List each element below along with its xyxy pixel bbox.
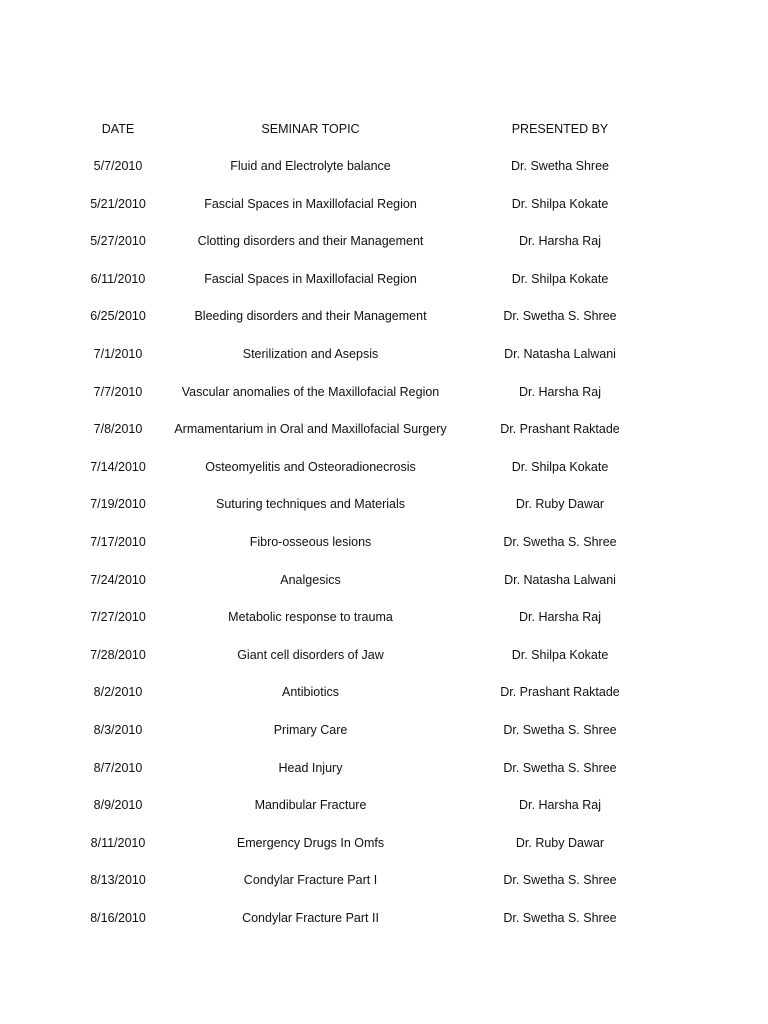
date-cell: 7/27/2010: [90, 610, 146, 625]
date-cell: 7/1/2010: [93, 347, 143, 361]
table-row: [0, 720, 768, 740]
table-row: [0, 382, 768, 402]
table-row: [0, 645, 768, 665]
presenter-cell: Dr. Prashant Raktade: [500, 422, 620, 437]
presenter-cell: Dr. Harsha Raj: [519, 234, 601, 249]
table-row: [0, 795, 768, 815]
date-cell: 8/3/2010: [93, 723, 143, 737]
table-row: [0, 494, 768, 514]
presenter-cell: Dr. Ruby Dawar: [515, 835, 605, 850]
presenter-cell: Dr. Swetha S. Shree: [503, 873, 617, 888]
seminar-topic-cell: Condylar Fracture Part II: [242, 911, 379, 925]
seminar-topic-cell: Primary Care: [273, 723, 348, 737]
seminar-topic-cell: Antibiotics: [282, 685, 339, 700]
table-row: [0, 833, 768, 853]
presenter-cell: Dr. Shilpa Kokate: [511, 196, 609, 211]
seminar-topic-cell: Bleeding disorders and their Management: [194, 309, 427, 324]
seminar-topic-cell: Suturing techniques and Materials: [215, 497, 405, 512]
seminar-topic-cell: Fibro-osseous lesions: [249, 535, 372, 549]
seminar-topic-cell: Emergency Drugs In Omfs: [236, 835, 385, 850]
date-cell: 6/11/2010: [90, 271, 146, 286]
seminar-topic-cell: Osteomyelitis and Osteoradionecrosis: [205, 459, 416, 474]
presenter-cell: Dr. Harsha Raj: [519, 798, 601, 813]
date-cell: 8/16/2010: [90, 911, 146, 925]
table-row: [0, 457, 768, 477]
date-cell: 8/9/2010: [93, 798, 143, 813]
presenter-cell: Dr. Shilpa Kokate: [511, 459, 609, 474]
seminar-topic-cell: Fluid and Electrolyte balance: [230, 159, 391, 173]
presenter-cell: Dr. Prashant Raktade: [500, 685, 620, 700]
date-cell: 7/7/2010: [93, 384, 143, 399]
date-cell: 5/27/2010: [90, 234, 146, 249]
table-row: [0, 156, 768, 176]
seminar-topic-cell: Fascial Spaces in Maxillofacial Region: [204, 196, 417, 211]
table-row: [0, 908, 768, 928]
header-row: [0, 119, 768, 139]
table-row: [0, 758, 768, 778]
presenter-cell: Dr. Ruby Dawar: [515, 497, 605, 512]
seminar-topic-cell: Fascial Spaces in Maxillofacial Region: [204, 271, 417, 286]
table-row: [0, 344, 768, 364]
date-cell: 7/24/2010: [90, 572, 146, 587]
seminar-topic-cell: Analgesics: [280, 572, 341, 587]
presenter-cell: Dr. Swetha S. Shree: [503, 723, 617, 737]
seminar-topic-cell: Condylar Fracture Part I: [243, 873, 378, 888]
date-cell: 7/19/2010: [90, 497, 146, 512]
presenter-cell: Dr. Harsha Raj: [519, 610, 601, 625]
date-cell: 8/7/2010: [93, 760, 143, 775]
seminar-topic-column-header: SEMINAR TOPIC: [261, 122, 360, 136]
date-cell: 7/14/2010: [90, 459, 146, 474]
presenter-cell: Dr. Shilpa Kokate: [511, 271, 609, 286]
table-row: [0, 231, 768, 251]
presenter-cell: Dr. Natasha Lalwani: [504, 572, 616, 587]
seminar-topic-cell: Armamentarium in Oral and Maxillofacial Surgery: [174, 422, 447, 437]
date-cell: 5/21/2010: [90, 196, 146, 211]
seminar-topic-cell: Giant cell disorders of Jaw: [237, 647, 384, 662]
table-row: [0, 682, 768, 702]
seminar-topic-cell: Mandibular Fracture: [254, 798, 367, 813]
date-cell: 8/11/2010: [90, 835, 146, 850]
seminar-topic-cell: Sterilization and Asepsis: [242, 347, 379, 361]
seminar-topic-cell: Vascular anomalies of the Maxillofacial Region: [181, 384, 440, 399]
table-row: [0, 194, 768, 214]
table-row: [0, 532, 768, 552]
date-cell: 7/8/2010: [93, 422, 143, 437]
table-row: [0, 607, 768, 627]
date-cell: 5/7/2010: [93, 159, 143, 173]
presenter-cell: Dr. Swetha S. Shree: [503, 911, 617, 925]
table-row: [0, 870, 768, 890]
date-cell: 7/28/2010: [90, 647, 146, 662]
presenter-cell: Dr. Swetha S. Shree: [503, 535, 617, 549]
presenter-cell: Dr. Swetha Shree: [511, 159, 609, 173]
date-cell: 8/2/2010: [93, 685, 143, 700]
date-cell: 6/25/2010: [90, 309, 146, 324]
date-cell: 8/13/2010: [90, 873, 146, 888]
table-row: [0, 570, 768, 590]
presenter-cell: Dr. Harsha Raj: [519, 384, 601, 399]
presenter-cell: Dr. Swetha S. Shree: [503, 760, 617, 775]
table-row: [0, 269, 768, 289]
presenter-cell: Dr. Natasha Lalwani: [504, 347, 616, 361]
date-cell: 7/17/2010: [90, 535, 146, 549]
table-row: [0, 306, 768, 326]
table-row: [0, 419, 768, 439]
seminar-topic-cell: Clotting disorders and their Management: [197, 234, 424, 249]
date-column-header: DATE: [101, 122, 135, 136]
seminar-topic-cell: Metabolic response to trauma: [228, 610, 393, 625]
presented-by-column-header: PRESENTED BY: [511, 122, 609, 136]
presenter-cell: Dr. Shilpa Kokate: [511, 647, 609, 662]
presenter-cell: Dr. Swetha S. Shree: [503, 309, 617, 324]
seminar-topic-cell: Head Injury: [278, 760, 343, 775]
